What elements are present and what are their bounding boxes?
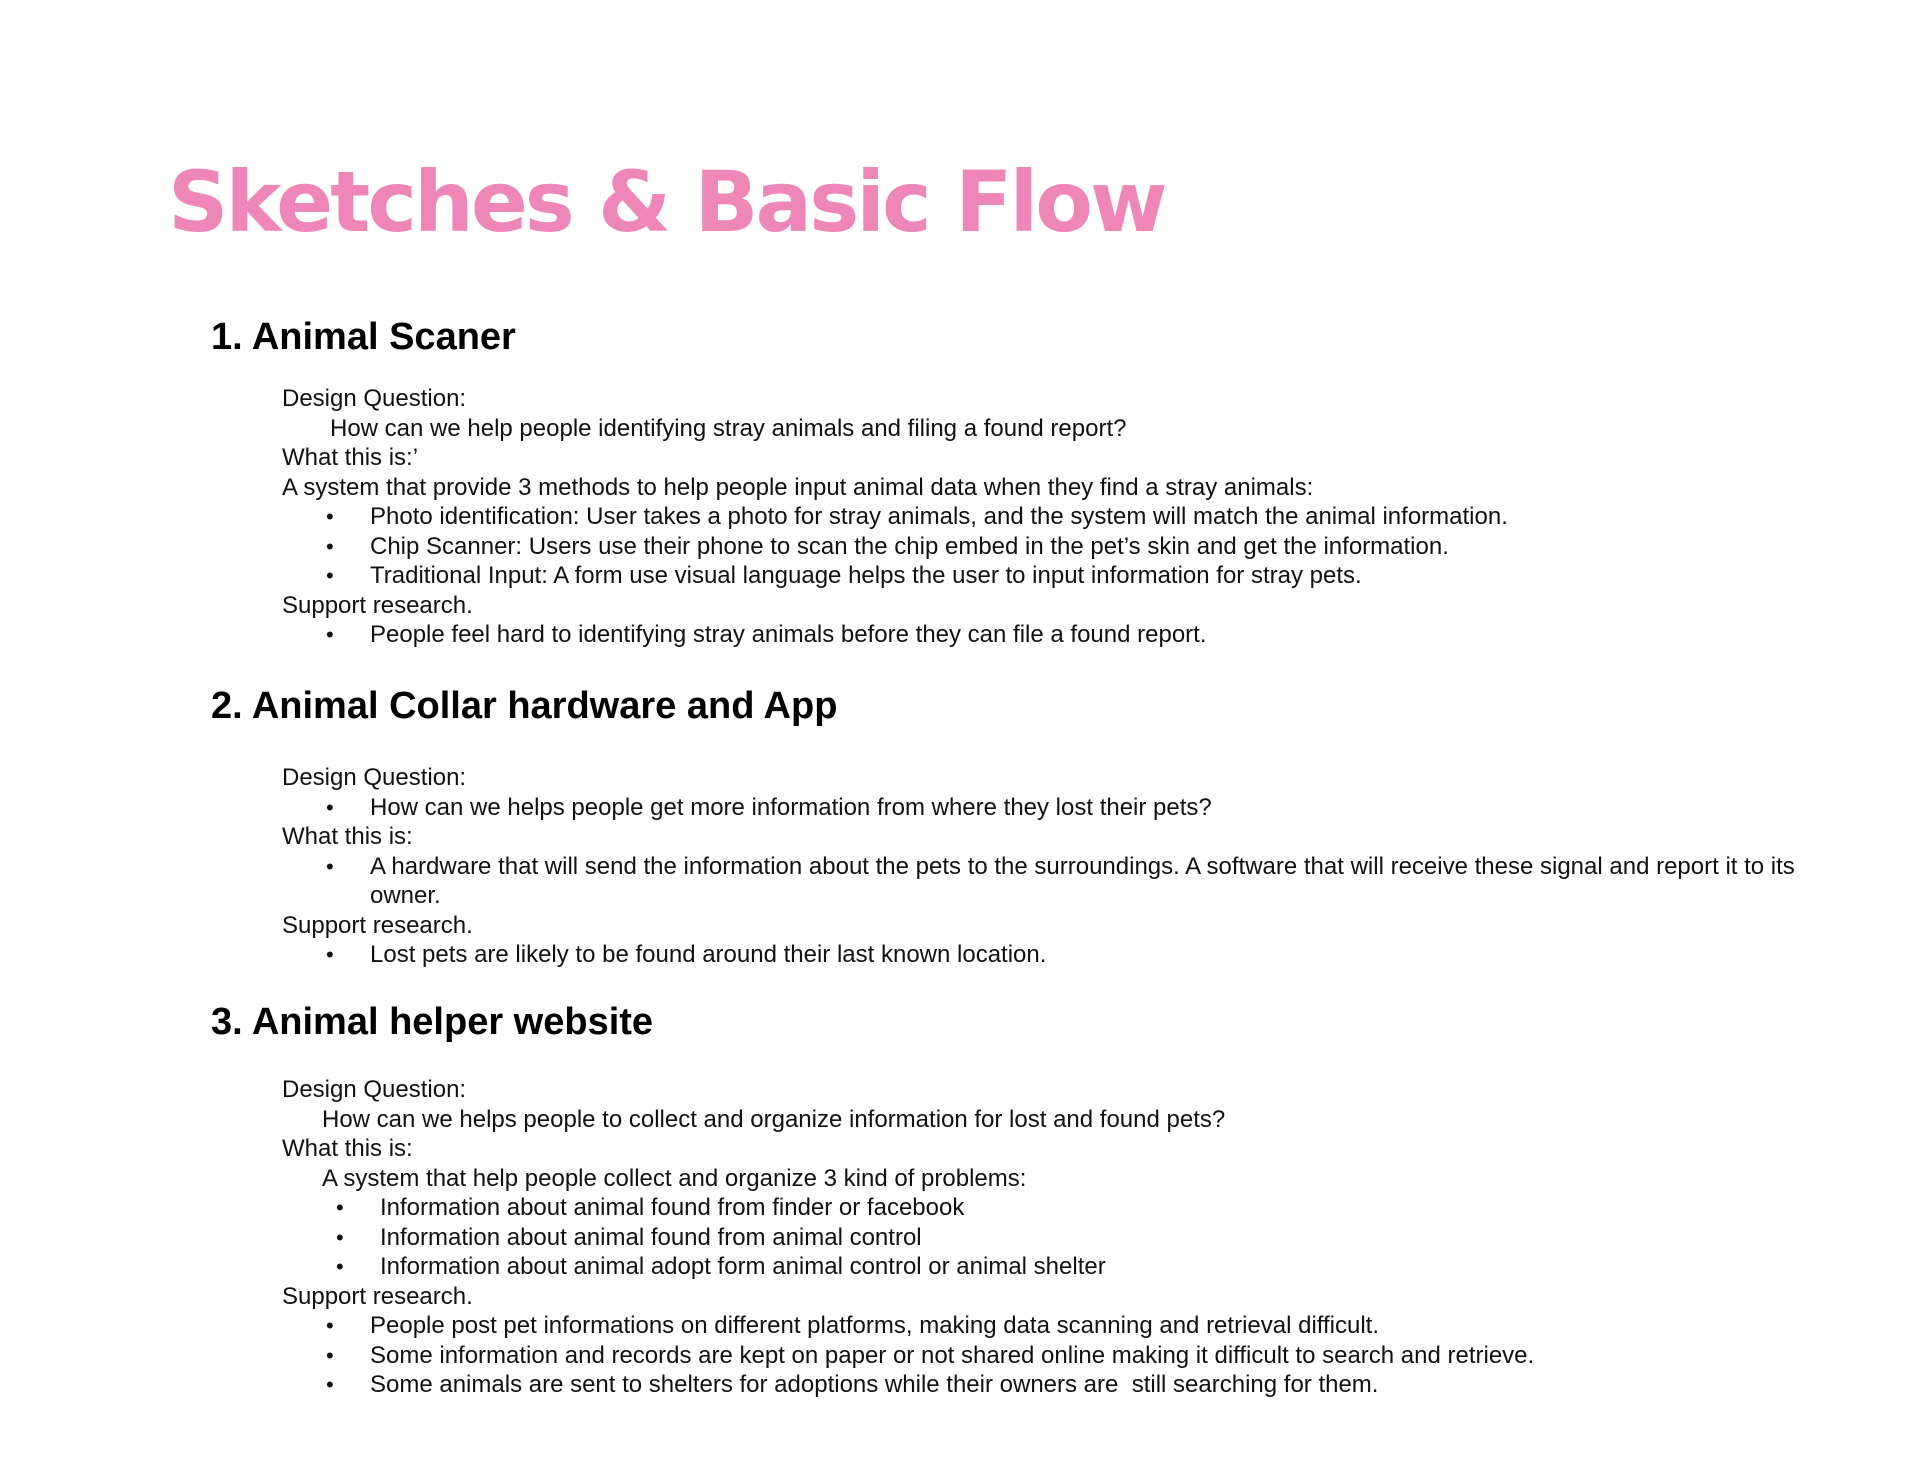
bullet-icon: • [336,1224,344,1250]
section-heading: 3. Animal helper website [211,1001,654,1043]
page-title: Sketches & Basic Flow [168,153,1165,251]
list-item [282,620,1842,650]
list-item [282,532,1842,562]
bullet-icon: • [326,794,334,820]
design-question-text: How can we helps people to collect and organize information for lost and found pets? [322,1105,1226,1133]
support-research-list [282,940,1842,970]
list-item-text: People post pet informations on different platforms, making data scanning and retrieval difficult. [370,1312,1380,1339]
list-item [282,852,1842,911]
what-this-is-list [282,1193,1842,1282]
support-research-label: Support research. [282,1282,473,1310]
list-item-text: How can we helps people get more information from where they lost their pets? [370,793,1212,821]
bullet-icon: • [326,533,334,559]
section-heading: 1. Animal Scaner [211,316,516,358]
bullet-icon: • [326,853,334,879]
section-body [282,1075,1842,1400]
bullet-icon: • [326,942,334,967]
bullet-icon: • [326,1313,334,1338]
list-item-text: Some information and records are kept on paper or not shared online making it difficult to search and retrieve. [370,1341,1535,1369]
list-item [282,793,1842,823]
list-item-text: A hardware that will send the information about the pets to the surroundings. A software that will receive these signal and report it to its owner. [370,852,1795,909]
list-item-text: Information about animal adopt form animal control or animal shelter [380,1253,1106,1280]
section-body [282,763,1842,970]
list-item [282,1311,1842,1341]
list-item-text: Photo identification: User takes a photo for stray animals, and the system will match the animal information. [370,503,1508,530]
bullet-icon: • [326,1342,334,1368]
list-item-text: Chip Scanner: Users use their phone to scan the chip embed in the pet’s skin and get the information. [370,532,1449,560]
what-this-is-label: What this is: [282,823,413,850]
list-item [282,1341,1842,1371]
section-animal-collar [211,685,1851,968]
list-item [282,1252,1842,1282]
list-item-text: People feel hard to identifying stray animals before they can file a found report. [370,621,1207,648]
section-heading: 2. Animal Collar hardware and App [211,685,838,727]
list-item-text: Some animals are sent to shelters for adoptions while their owners are still searching for them. [370,1371,1379,1398]
bullet-icon: • [326,563,334,588]
what-this-is-intro: A system that help people collect and organize 3 kind of problems: [322,1164,1027,1192]
list-item [282,940,1842,970]
support-research-list [282,620,1842,650]
what-this-is-list [282,852,1842,911]
design-question-label: Design Question: [282,1076,467,1103]
support-research-list [282,1311,1842,1400]
section-animal-helper-website [211,1001,1851,1398]
list-item-text: Information about animal found from finder or facebook [380,1194,965,1221]
what-this-is-label: What this is:’ [282,444,419,471]
list-item [282,561,1842,591]
design-question-list [282,793,1842,823]
bullet-icon: • [326,622,334,647]
bullet-icon: • [336,1254,344,1279]
section-body [282,384,1842,650]
design-question-text: How can we help people identifying stray animals and filing a found report? [330,414,1127,442]
support-research-label: Support research. [282,591,473,619]
list-item-text: Information about animal found from animal control [380,1223,922,1251]
design-question-label: Design Question: [282,764,467,791]
design-question-label: Design Question: [282,385,467,412]
list-item-text: Lost pets are likely to be found around their last known location. [370,941,1047,968]
list-item [282,1193,1842,1223]
support-research-label: Support research. [282,911,473,939]
section-animal-scanner [211,316,1851,648]
list-item [282,502,1842,532]
bullet-icon: • [336,1195,344,1220]
list-item [282,1370,1842,1400]
what-this-is-intro: A system that provide 3 methods to help people input animal data when they find a stray animals: [282,473,1314,501]
list-item-text: Traditional Input: A form use visual language helps the user to input information for stray pets. [370,562,1362,589]
list-item [282,1223,1842,1253]
bullet-icon: • [326,1372,334,1397]
bullet-icon: • [326,504,334,529]
what-this-is-label: What this is: [282,1135,413,1162]
what-this-is-list [282,502,1842,591]
